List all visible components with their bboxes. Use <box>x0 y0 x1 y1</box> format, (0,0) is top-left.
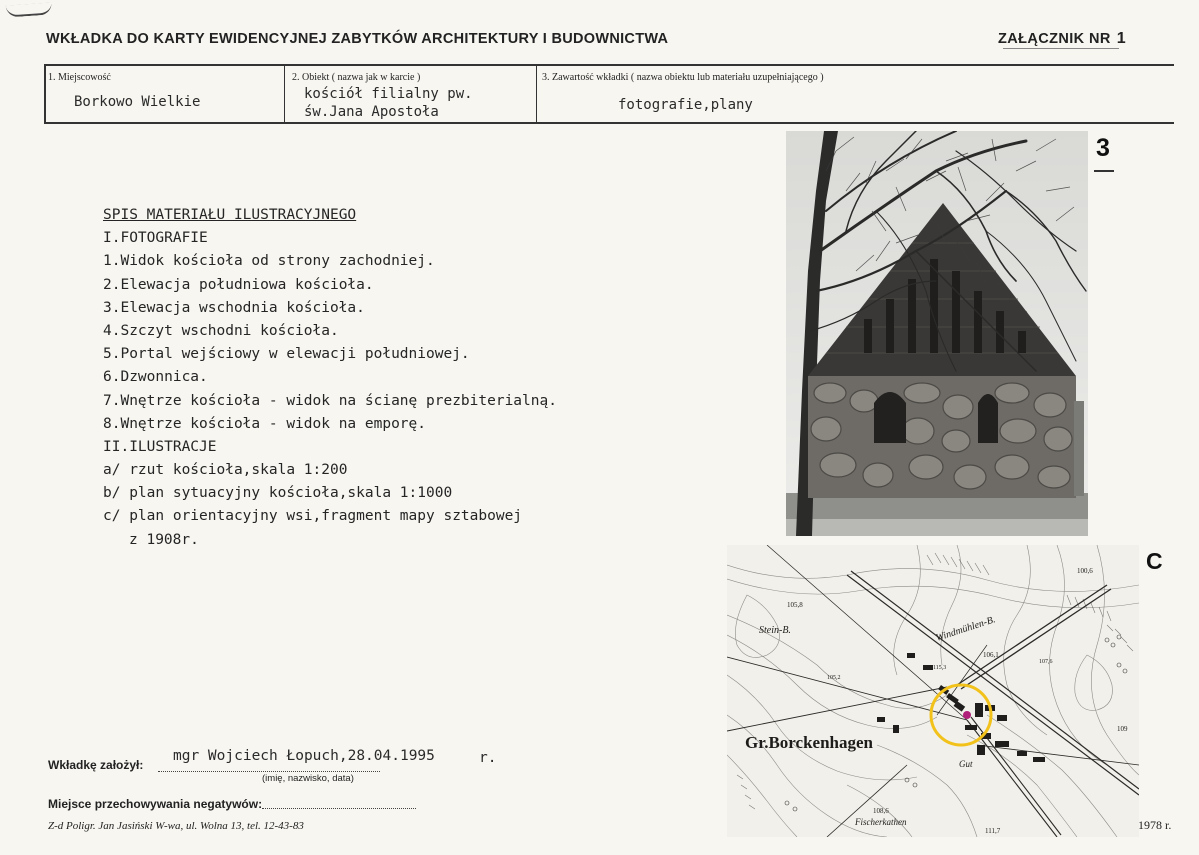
content-value: fotografie,plany <box>618 97 753 113</box>
map-stein-label: Stein-B. <box>759 625 791 636</box>
object-value-line2: św.Jana Apostoła <box>304 104 439 120</box>
object-value-line1: kościół filialny pw. <box>304 86 473 102</box>
map-height-label: 108,6 <box>873 807 889 815</box>
map-height-label: 105,8 <box>787 601 803 609</box>
church-photo-image <box>786 131 1088 536</box>
storage-label: Miejsce przechowywania negatywów: <box>48 797 263 811</box>
table-top-rule <box>44 64 1174 66</box>
annex-underline <box>1003 48 1119 49</box>
map-image <box>727 545 1139 837</box>
list-item: c/ plan orientacyjny wsi,fragment mapy sztabowej <box>103 508 523 525</box>
annex-label: ZAŁĄCZNIK NR <box>998 31 1111 47</box>
map-windmuhlen-label: Windmühlen-B. <box>934 614 997 644</box>
illustration-list <box>103 204 557 552</box>
content-label: 3. Zawartość wkładki ( nazwa obiektu lub materiału uzupełniającego ) <box>542 72 824 83</box>
map-height-label: 106,1 <box>983 651 999 659</box>
list-item: a/ rzut kościoła,skala 1:200 <box>103 462 348 479</box>
annex-number: 1 <box>1116 30 1127 47</box>
storage-dotted-line <box>262 808 416 809</box>
map-letter: C <box>1146 548 1163 574</box>
list-item: 4.Szczyt wschodni kościoła. <box>103 322 339 339</box>
object-label: 2. Obiekt ( nazwa jak w karcie ) <box>292 72 421 83</box>
map-year: 1978 r. <box>1138 818 1172 832</box>
locality-value: Borkowo Wielkie <box>74 94 201 110</box>
map-height-label: 111,7 <box>985 827 1001 835</box>
list-item: 2.Elewacja południowa kościoła. <box>103 276 374 293</box>
section-photos: I.FOTOGRAFIE <box>103 230 208 247</box>
church-marker <box>963 711 971 719</box>
list-item: 5.Portal wejściowy w elewacji południowej. <box>103 346 470 363</box>
list-item-continuation: z 1908r. <box>129 531 199 548</box>
map-height-label: 100,6 <box>1077 567 1093 575</box>
section-illustrations: II.ILUSTRACJE <box>103 438 217 455</box>
founder-label: Wkładkę założył: <box>48 758 144 772</box>
map-fischer-label: Fischerkathen <box>855 817 907 827</box>
table-divider-1 <box>284 64 285 124</box>
map-height-label: 107,6 <box>1039 659 1053 665</box>
corner-pen-mark <box>6 2 53 17</box>
founder-caption: (imię, nazwisko, data) <box>262 773 354 784</box>
map-height-label: 115,3 <box>933 665 947 671</box>
map-height-label: 105,2 <box>827 675 841 681</box>
map-gut-label: Gut <box>959 759 973 769</box>
historic-map <box>727 545 1139 837</box>
table-bottom-rule <box>44 122 1174 124</box>
list-item: b/ plan sytuacyjny kościoła,skala 1:1000 <box>103 485 453 502</box>
list-item: 7.Wnętrze kościoła - widok na ścianę prezbiterialną. <box>103 392 557 409</box>
locality-label: 1. Miejscowość <box>48 72 111 83</box>
list-item: 6.Dzwonnica. <box>103 369 208 386</box>
plate-number: 3 <box>1096 134 1110 162</box>
annex-label-group <box>998 30 1126 48</box>
table-divider-2 <box>536 64 537 124</box>
form-title: WKŁADKA DO KARTY EWIDENCYJNEJ ZABYTKÓW ARCHITEKTURY I BUDOWNICTWA <box>46 31 669 47</box>
list-item: 3.Elewacja wschodnia kościoła. <box>103 299 365 316</box>
map-town-label: Gr.Borckenhagen <box>745 733 873 752</box>
printer-imprint: Z-d Poligr. Jan Jasiński W-wa, ul. Wolna 13, tel. 12-43-83 <box>48 820 304 832</box>
list-item: 8.Wnętrze kościoła - widok na emporę. <box>103 415 427 432</box>
table-left-rule <box>44 64 46 124</box>
map-height-label: 109 <box>1117 725 1128 733</box>
founder-dotted-line <box>158 771 380 772</box>
list-item: 1.Widok kościoła od strony zachodniej. <box>103 253 435 270</box>
list-heading: SPIS MATERIAŁU ILUSTRACYJNEGO <box>103 207 357 223</box>
founder-suffix: r. <box>479 750 497 766</box>
founder-value: mgr Wojciech Łopuch,28.04.1995 <box>173 748 435 764</box>
church-photograph <box>786 131 1088 536</box>
plate-number-underline <box>1094 170 1114 172</box>
